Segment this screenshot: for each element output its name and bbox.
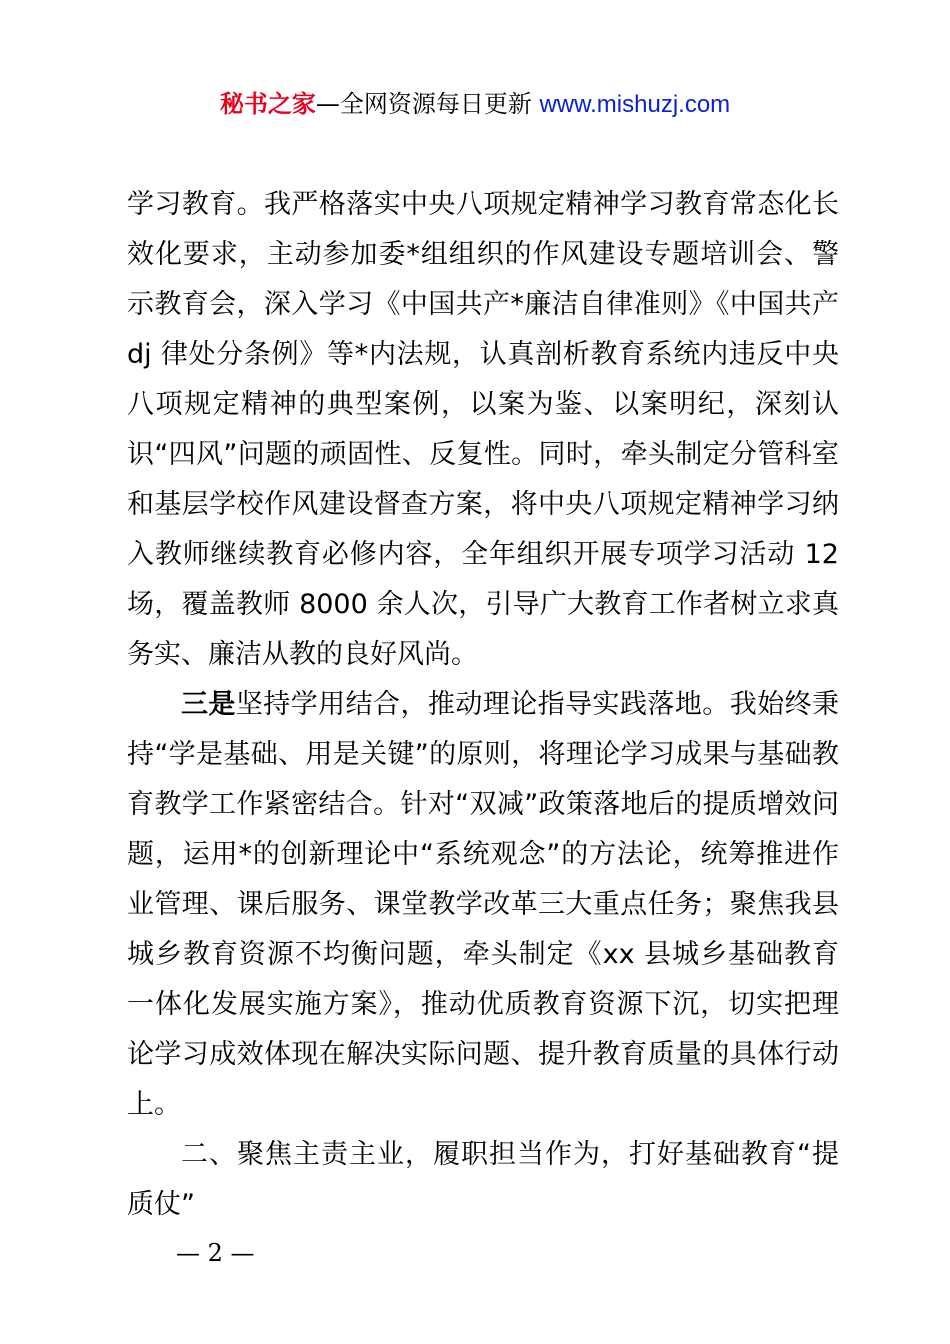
document-body: [127, 180, 839, 1230]
site-header: [0, 84, 950, 125]
section-heading: 二、聚焦主责主业，履职担当作为，打好基础教育“提质仗”: [127, 1139, 839, 1220]
page-number: — 2 —: [176, 1239, 255, 1267]
paragraph-study-education: 学习教育。我严格落实中央八项规定精神学习教育常态化长效化要求，主动参加委*组组织的作风建设专题培训会、警示教育会，深入学习《中国共产*廉洁自律准则》《中国共产 dj 律处分条例》等*内法规，认真剖析教育系统内违反中央八项规定精神的典型案例，以案为鉴、以案明纪，深刻认识“四风”问题的顽固性、反复性。同时，牵头制定分管科室和基层学校作风建设督查方案，将中央八项规定精神学习纳入教师继续教育必修内容，全年组织开展专项学习活动 12 场，覆盖教师 8000 余人次，引导广大教育工作者树立求真务实、廉洁从教的良好风尚。: [127, 189, 839, 670]
paragraph-text: 坚持学用结合，推动理论指导实践落地。我始终秉持“学是基础、用是关键”的原则，将理论学习成果与基础教育教学工作紧密结合。针对“双减”政策落地后的提质增效问题，运用*的创新理论中“系统观念”的方法论，统筹推进作业管理、课后服务、课堂教学改革三大重点任务；聚焦我县城乡教育资源不均衡问题，牵头制定《xx 县城乡基础教育一体化发展实施方案》，推动优质教育资源下沉，切实把理论学习成效体现在解决实际问题、提升教育质量的具体行动上。: [127, 689, 840, 1120]
paragraph-lead: 三是: [181, 689, 236, 720]
header-tagline: —全网资源每日更新: [315, 90, 540, 118]
paragraph-theory-practice: [127, 680, 839, 1130]
brand-name: 秘书之家: [219, 90, 316, 118]
site-url-link[interactable]: www.mishuzj.com: [539, 91, 731, 118]
